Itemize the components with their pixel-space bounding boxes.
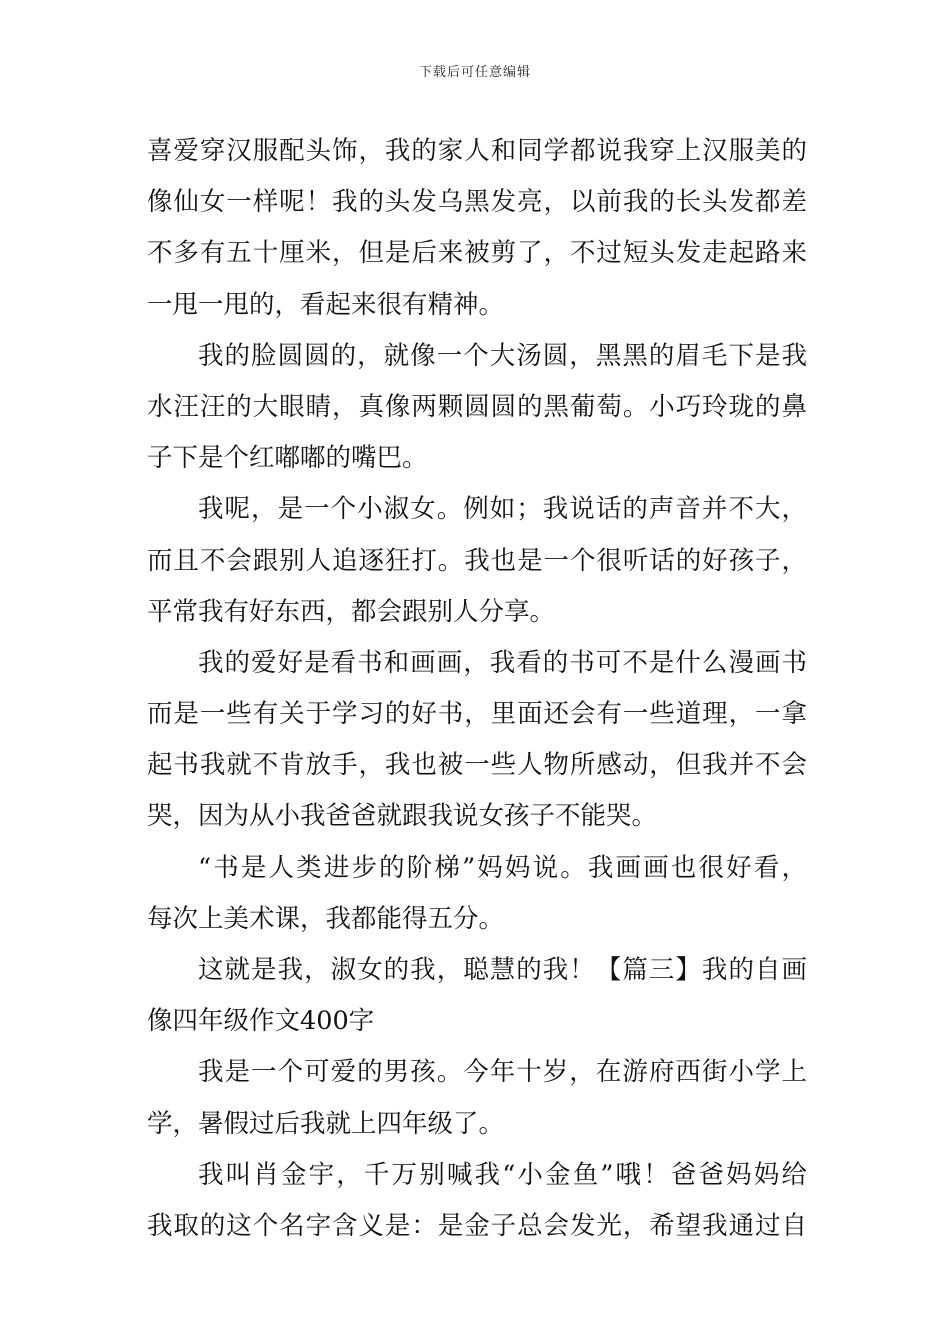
text-line: 一甩一甩的，看起来很有精神。 — [147, 289, 505, 320]
paragraph-first-line: 我呢，是一个小淑女。例如；我说话的声音并不大， — [198, 494, 807, 525]
text-line: 子下是个红嘟嘟的嘴巴。 — [147, 443, 428, 474]
page-header-note: 下载后可任意编辑 — [418, 65, 531, 80]
text-line: 哭，因为从小我爸爸就跟我说女孩子不能哭。 — [147, 801, 658, 832]
text-line: 不多有五十厘米，但是后来被剪了，不过短头发走起路来 — [147, 238, 807, 269]
text-line: 我取的这个名字含义是：是金子总会发光，希望我通过自 — [147, 1210, 807, 1241]
paragraph-first-line: 我是一个可爱的男孩。今年十岁，在游府西街小学上 — [198, 1057, 807, 1088]
text-line: 而且不会跟别人追逐狂打。我也是一个很听话的好孩子， — [147, 545, 807, 576]
paragraph-first-line: 我的爱好是看书和画画，我看的书可不是什么漫画书 — [198, 647, 807, 678]
text-line: 喜爱穿汉服配头饰，我的家人和同学都说我穿上汉服美的 — [147, 136, 807, 166]
paragraph-first-line: “书是人类进步的阶梯”妈妈说。我画画也很好看， — [198, 852, 807, 883]
paragraph-first-line: 我的脸圆圆的，就像一个大汤圆，黑黑的眉毛下是我 — [198, 340, 807, 371]
document-body — [147, 126, 807, 1252]
text-line: 像仙女一样呢！我的头发乌黑发亮，以前我的长头发都差 — [147, 187, 807, 218]
text-line: 每次上美术课，我都能得五分。 — [147, 903, 505, 934]
paragraph-first-line: 这就是我，淑女的我，聪慧的我！【篇三】我的自画 — [198, 955, 807, 985]
text-line: 水汪汪的大眼睛，真像两颗圆圆的黑葡萄。小巧玲珑的鼻 — [147, 391, 807, 422]
text-line: 起书我就不肯放手，我也被一些人物所感动，但我并不会 — [147, 750, 807, 781]
text-line: 像四年级作文400字 — [147, 1006, 375, 1037]
paragraph-first-line: 我叫肖金宇，千万别喊我“小金鱼”哦！爸爸妈妈给 — [198, 1159, 807, 1190]
text-line: 平常我有好东西，都会跟别人分享。 — [147, 596, 556, 627]
text-line: 学，暑假过后我就上四年级了。 — [147, 1108, 505, 1139]
text-line: 而是一些有关于学习的好书，里面还会有一些道理，一拿 — [147, 699, 807, 730]
